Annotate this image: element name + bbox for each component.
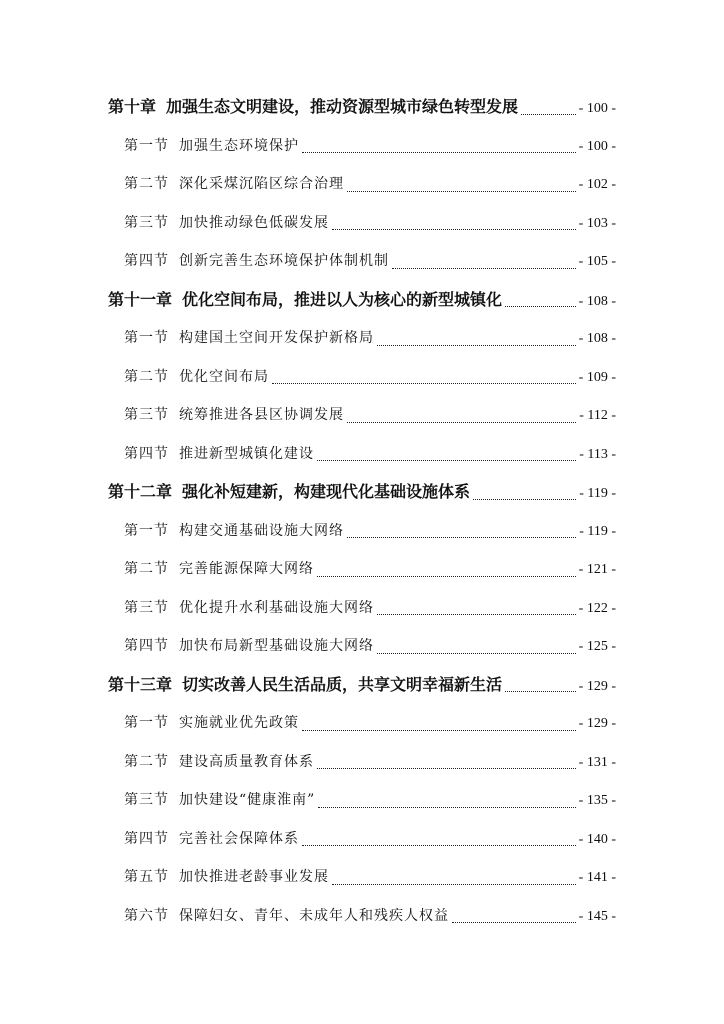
toc-entry-page-number: - 129 - [578,716,616,731]
toc-entry-number: 第十章 [108,97,157,116]
toc-entry-title: 加快建设“健康淮南” [179,792,316,808]
dot-leader [318,807,575,808]
toc-entry-number: 第二节 [124,561,169,577]
toc-entry-title: 加快布局新型基础设施大网络 [179,638,374,654]
toc-entry-number: 第四节 [124,253,169,269]
toc-entry-title: 构建国土空间开发保护新格局 [179,330,374,346]
dot-leader [332,884,576,885]
toc-section-entry[interactable] [108,781,616,820]
toc-chapter-entry[interactable] [108,88,616,127]
dot-leader [377,345,576,346]
dot-leader [452,922,576,923]
toc-section-entry[interactable] [108,627,616,666]
toc-section-entry[interactable] [108,858,616,897]
toc-entry-page-number: - 100 - [578,101,616,116]
toc-entry-number: 第二节 [124,753,169,770]
toc-entry-number: 第一节 [124,137,169,154]
toc-entry-page-number: - 145 - [578,908,616,924]
toc-entry-title: 加强生态环境保护 [179,137,299,154]
toc-entry-title: 强化补短建新，构建现代化基础设施体系 [182,482,471,501]
dot-leader [347,537,576,538]
toc-entry-page-number: - 103 - [578,215,616,231]
dot-leader [505,306,576,307]
dot-leader [302,730,576,731]
toc-entry-number: 第二节 [124,368,169,385]
toc-entry-number: 第十二章 [108,482,173,501]
toc-entry-title: 推进新型城镇化建设 [179,445,314,462]
dot-leader [272,383,576,384]
toc-entry-number: 第二节 [124,176,169,192]
toc-entry-page-number: - 140 - [578,831,616,847]
dot-leader [302,152,576,153]
toc-chapter-entry[interactable] [108,666,616,705]
toc-entry-title: 完善社会保障体系 [179,830,299,847]
toc-entry-page-number: - 108 - [578,293,616,309]
toc-entry-title: 优化提升水利基础设施大网络 [179,599,374,616]
dot-leader [317,768,576,769]
toc-section-entry[interactable] [108,589,616,628]
toc-section-entry[interactable] [108,204,616,243]
toc-entry-page-number: - 105 - [578,254,616,269]
toc-section-entry[interactable] [108,358,616,397]
toc-entry-number: 第三节 [124,599,169,616]
toc-entry-title: 加快推动绿色低碳发展 [179,214,329,231]
dot-leader [317,460,576,461]
toc-chapter-entry[interactable] [108,281,616,320]
toc-entry-title: 切实改善人民生活品质，共享文明幸福新生活 [182,674,503,694]
toc-entry-number: 第四节 [124,638,169,654]
toc-entry-title: 加强生态文明建设，推动资源型城市绿色转型发展 [166,97,519,116]
dot-leader [302,845,576,846]
toc-section-entry[interactable] [108,127,616,166]
toc-entry-page-number: - 129 - [578,678,616,694]
toc-entry-page-number: - 141 - [578,870,616,885]
toc-entry-number: 第一节 [124,522,169,539]
toc-entry-title: 优化空间布局 [179,368,269,385]
toc-entry-page-number: - 135 - [578,793,616,808]
toc-entry-title: 创新完善生态环境保护体制机制 [179,253,389,269]
toc-entry-number: 第十一章 [108,289,173,309]
toc-entry-title: 深化采煤沉陷区综合治理 [179,176,344,192]
toc-entry-title: 建设高质量教育体系 [179,753,314,770]
dot-leader [521,114,576,115]
dot-leader [347,422,576,423]
toc-section-entry[interactable] [108,897,616,936]
toc-entry-page-number: - 112 - [579,408,616,423]
dot-leader [505,691,576,692]
toc-entry-page-number: - 125 - [578,639,616,654]
toc-entry-number: 第五节 [124,869,169,885]
dot-leader [392,268,576,269]
table-of-contents [108,88,616,935]
toc-entry-number: 第四节 [124,830,169,847]
toc-chapter-entry[interactable] [108,473,616,512]
toc-entry-page-number: - 121 - [578,562,616,577]
toc-entry-page-number: - 131 - [578,754,616,770]
toc-entry-title: 完善能源保障大网络 [179,561,314,577]
toc-section-entry[interactable] [108,242,616,281]
toc-entry-title: 保障妇女、青年、未成年人和残疾人权益 [179,907,449,924]
toc-entry-page-number: - 119 - [579,486,616,501]
toc-entry-page-number: - 100 - [578,138,616,154]
dot-leader [317,576,576,577]
dot-leader [473,499,576,500]
dot-leader [377,653,576,654]
dot-leader [377,614,576,615]
toc-entry-page-number: - 122 - [578,600,616,616]
dot-leader [347,191,576,192]
toc-entry-page-number: - 109 - [578,369,616,385]
toc-entry-number: 第三节 [124,407,169,423]
toc-entry-page-number: - 119 - [579,523,616,539]
toc-entry-number: 第六节 [124,907,169,924]
toc-section-entry[interactable] [108,396,616,435]
dot-leader [332,229,576,230]
toc-entry-page-number: - 113 - [579,446,616,462]
toc-entry-title: 构建交通基础设施大网络 [179,522,344,539]
toc-section-entry[interactable] [108,550,616,589]
toc-entry-title: 优化空间布局，推进以人为核心的新型城镇化 [182,289,503,309]
toc-entry-number: 第三节 [124,792,169,808]
toc-section-entry[interactable] [108,512,616,551]
toc-section-entry[interactable] [108,704,616,743]
toc-section-entry[interactable] [108,319,616,358]
toc-entry-title: 实施就业优先政策 [179,715,299,731]
toc-entry-number: 第一节 [124,715,169,731]
toc-entry-page-number: - 102 - [578,177,616,192]
toc-section-entry[interactable] [108,435,616,474]
toc-entry-number: 第十三章 [108,674,173,694]
toc-entry-number: 第四节 [124,445,169,462]
toc-entry-title: 加快推进老龄事业发展 [179,869,329,885]
toc-section-entry[interactable] [108,743,616,782]
toc-entry-title: 统筹推进各县区协调发展 [179,407,344,423]
toc-entry-number: 第三节 [124,214,169,231]
toc-entry-page-number: - 108 - [578,331,616,346]
toc-section-entry[interactable] [108,165,616,204]
toc-entry-number: 第一节 [124,330,169,346]
toc-section-entry[interactable] [108,820,616,859]
